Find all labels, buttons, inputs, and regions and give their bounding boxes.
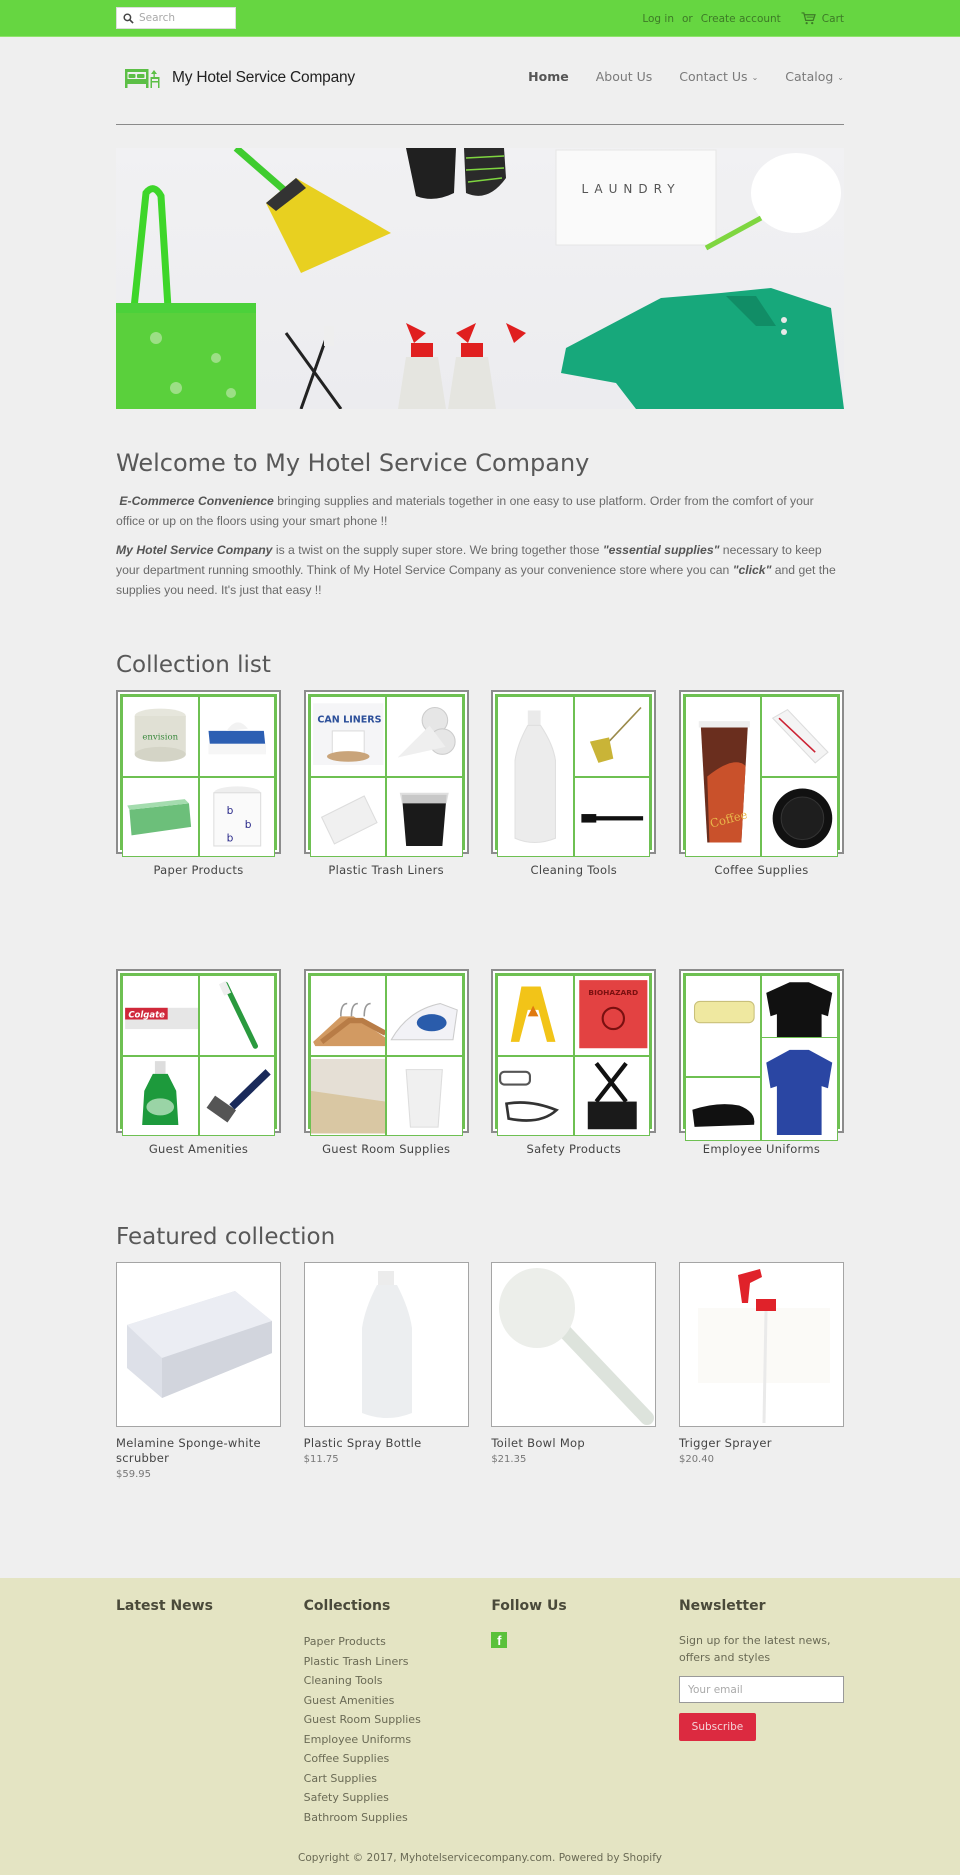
footer-latest-news (116, 1598, 281, 1827)
svg-text:Coffee: Coffee (708, 807, 749, 831)
collection-label: Safety Products (526, 1142, 622, 1156)
svg-text:Colgate: Colgate (128, 1010, 165, 1021)
product-price: $59.95 (116, 1469, 151, 1480)
collection-grid-row-1 (116, 690, 844, 877)
nav-about-label: About Us (595, 69, 653, 84)
product-image (679, 1262, 844, 1427)
collection-label: Coffee Supplies (714, 863, 809, 877)
product-card[interactable] (491, 1262, 656, 1480)
follow-us-title: Follow Us (491, 1598, 567, 1614)
collection-card-guest-room-supplies[interactable] (304, 969, 469, 1156)
collection-list-title: Collection list (116, 652, 271, 678)
logo[interactable] (124, 67, 355, 89)
hero-banner (116, 148, 844, 409)
collection-image (116, 969, 281, 1133)
site-footer (0, 1578, 960, 1875)
collection-label: Plastic Trash Liners (328, 863, 444, 877)
footer-link[interactable]: Paper Products (303, 1635, 386, 1648)
nav-contact-us[interactable] (679, 69, 758, 84)
nav-about-us[interactable] (596, 69, 653, 84)
collection-image (304, 969, 469, 1133)
svg-text:b: b (226, 803, 233, 817)
collection-label: Paper Products (153, 863, 244, 877)
featured-collection-title: Featured collection (116, 1224, 336, 1250)
hero-image (116, 148, 844, 409)
product-card[interactable] (304, 1262, 469, 1480)
product-image (116, 1262, 281, 1427)
collection-card-paper-products[interactable] (116, 690, 281, 877)
cart-link[interactable] (801, 12, 844, 25)
collection-card-coffee-supplies[interactable] (679, 690, 844, 877)
copyright: Copyright © 2017, Myhotelservicecompany.com. Powered by Shopify (298, 1852, 662, 1864)
product-price: $21.35 (491, 1454, 527, 1465)
footer-link[interactable]: Safety Supplies (303, 1791, 389, 1804)
or-separator: or (681, 12, 693, 25)
product-title: Trigger Sprayer (678, 1436, 772, 1450)
site-header (116, 37, 844, 125)
product-title: Toilet Bowl Mop (491, 1436, 585, 1450)
account-links (642, 0, 844, 37)
emphasis: My Hotel Service Company (116, 543, 273, 557)
collection-card-safety-products[interactable] (491, 969, 656, 1156)
text: and get the supplies you need. It's just that easy !! (116, 563, 836, 597)
collection-card-guest-amenities[interactable] (116, 969, 281, 1156)
facebook-icon[interactable]: f (491, 1632, 507, 1648)
collection-card-cleaning-tools[interactable] (491, 690, 656, 877)
welcome-title: Welcome to My Hotel Service Company (116, 449, 590, 477)
svg-text:b: b (244, 817, 251, 831)
subscribe-button[interactable]: Subscribe (679, 1713, 756, 1741)
footer-link[interactable]: Guest Room Supplies (303, 1713, 421, 1726)
text: is a twist on the supply super store. We bring together those (272, 543, 603, 557)
collection-image (679, 690, 844, 854)
emphasis: "essential supplies" (602, 543, 720, 557)
footer-collection-links (304, 1632, 469, 1827)
nav-catalog-label: Catalog (785, 69, 834, 84)
top-bar (0, 0, 960, 37)
collection-label: Guest Amenities (148, 1142, 249, 1156)
footer-link[interactable]: Employee Uniforms (303, 1732, 412, 1746)
nav-contact-label: Contact Us (679, 69, 748, 84)
svg-text:b: b (226, 831, 233, 845)
chevron-down-icon: ⌄ (837, 73, 844, 82)
nav-home-label: Home (528, 69, 569, 84)
cart-label: Cart (821, 12, 844, 25)
collection-label: Employee Uniforms (702, 1142, 821, 1156)
newsletter-title: Newsletter (678, 1598, 766, 1614)
welcome-paragraph-2 (116, 540, 844, 600)
product-card[interactable] (116, 1262, 281, 1480)
svg-text:CAN LINERS: CAN LINERS (317, 714, 382, 726)
product-price: $20.40 (678, 1454, 714, 1465)
welcome-section (116, 449, 844, 600)
main-nav (501, 69, 844, 84)
product-card[interactable] (679, 1262, 844, 1480)
svg-text:LAUNDRY: LAUNDRY (581, 182, 681, 196)
bed-icon (124, 67, 162, 89)
featured-grid (116, 1262, 844, 1480)
collection-list-section (116, 652, 844, 1156)
product-title: Plastic Spray Bottle (303, 1436, 422, 1450)
search-input[interactable] (139, 12, 229, 24)
welcome-paragraph-1 (116, 491, 844, 531)
chevron-down-icon: ⌄ (751, 73, 759, 82)
collection-image (304, 690, 469, 854)
text: necessary to keep your department running smoothly. Think of My Hotel Service Company as your convenience store where you can (116, 543, 822, 577)
product-title: Melamine Sponge-white scrubber (116, 1436, 261, 1465)
footer-follow-us (491, 1598, 656, 1827)
search-box[interactable] (116, 7, 236, 29)
nav-home[interactable] (528, 69, 569, 84)
nav-catalog[interactable] (785, 69, 844, 84)
footer-link[interactable]: Bathroom Supplies (303, 1810, 408, 1824)
newsletter-text: Sign up for the latest news, offers and styles (678, 1634, 831, 1664)
brand-name: My Hotel Service Company (172, 69, 355, 86)
collection-card-employee-uniforms[interactable] (679, 969, 844, 1156)
emphasis: "click" (732, 563, 772, 577)
footer-link[interactable]: Cleaning Tools (303, 1674, 383, 1687)
collection-image (116, 690, 281, 854)
footer-collections (304, 1598, 469, 1827)
collection-label: Cleaning Tools (530, 863, 618, 877)
text: bringing supplies and materials together in one easy to use platform. Order from the comfort of your office or up on the floors using your smart phone !! (116, 494, 814, 528)
collection-image (679, 969, 844, 1133)
svg-text:envision: envision (142, 732, 179, 743)
collection-card-plastic-trash-liners[interactable] (304, 690, 469, 877)
footer-link[interactable]: Cart Supplies (303, 1771, 377, 1785)
collection-image (491, 969, 656, 1133)
footer-link[interactable]: Guest Amenities (303, 1693, 395, 1707)
search-icon (123, 13, 134, 24)
svg-text:BIOHAZARD: BIOHAZARD (588, 988, 639, 998)
collection-image (491, 690, 656, 854)
product-image (304, 1262, 469, 1427)
latest-news-title: Latest News (116, 1598, 213, 1614)
footer-newsletter (679, 1598, 844, 1827)
collection-label: Guest Room Supplies (322, 1142, 451, 1156)
featured-collection-section (116, 1224, 844, 1480)
create-account-link[interactable]: Create account (700, 12, 781, 25)
collections-title: Collections (303, 1598, 391, 1614)
login-link[interactable]: Log in (642, 12, 674, 25)
emphasis: E-Commerce Convenience (119, 494, 274, 508)
footer-link[interactable]: Coffee Supplies (303, 1752, 390, 1765)
collection-grid-row-2 (116, 969, 844, 1156)
footer-link[interactable]: Plastic Trash Liners (303, 1654, 409, 1668)
product-image (491, 1262, 656, 1427)
email-field[interactable] (679, 1676, 844, 1703)
product-price: $11.75 (303, 1454, 339, 1465)
cart-icon (801, 12, 816, 25)
